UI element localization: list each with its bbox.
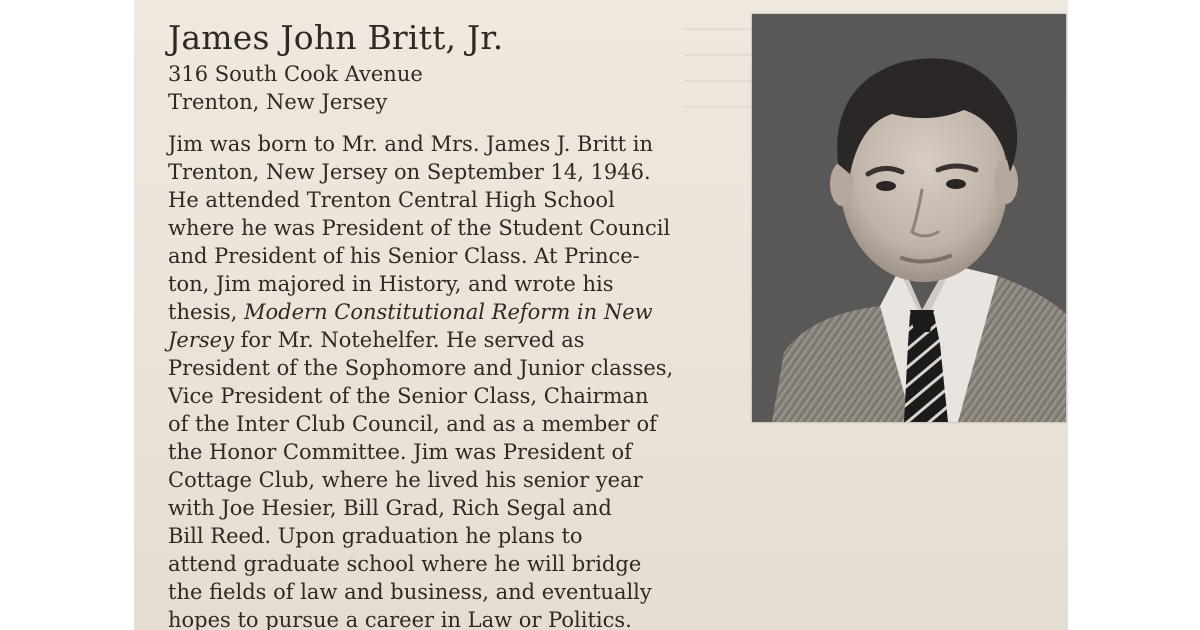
thesis-prefix: thesis,: [168, 300, 245, 324]
bio-line-last: hopes to pursue a career in Law or Politics.: [168, 608, 632, 630]
student-name: James John Britt, Jr.: [168, 18, 504, 57]
bio-line: Bill Reed. Upon graduation he plans to: [168, 524, 583, 548]
biography-text: [168, 130, 728, 630]
address-street: 316 South Cook Avenue: [168, 62, 423, 86]
bio-line: He attended Trenton Central High School: [168, 188, 615, 212]
bio-line: Jim was born to Mr. and Mrs. James J. Britt in: [168, 132, 654, 156]
biography-column: [168, 16, 728, 630]
portrait-photo: [752, 14, 1066, 422]
bio-line-thesis-end: [168, 326, 728, 354]
address-city: Trenton, New Jersey: [168, 90, 388, 114]
thesis-title-end: Jersey: [168, 328, 234, 352]
bio-line: Cottage Club, where he lived his senior year: [168, 468, 643, 492]
bio-line: attend graduate school where he will bridge: [168, 552, 642, 576]
thesis-suffix: for Mr. Notehelfer. He served as: [233, 328, 585, 352]
bio-line-thesis: [168, 298, 728, 326]
right-eye: [946, 179, 966, 189]
bio-line: Vice President of the Senior Class, Chairman: [168, 384, 649, 408]
tie-knot: [910, 310, 934, 332]
bio-line: President of the Sophomore and Junior classes,: [168, 356, 674, 380]
thesis-title: Modern Constitutional Reform in New: [244, 300, 653, 324]
bio-line: ton, Jim majored in History, and wrote his: [168, 272, 614, 296]
bio-line: where he was President of the Student Council: [168, 216, 671, 240]
left-eye: [876, 181, 896, 191]
portrait-illustration: [752, 14, 1066, 422]
bio-line: of the Inter Club Council, and as a member of: [168, 412, 657, 436]
bio-line: and President of his Senior Class. At Prince-: [168, 244, 640, 268]
bio-line: Trenton, New Jersey on September 14, 1946.: [168, 160, 651, 184]
bio-line: the fields of law and business, and eventually: [168, 580, 652, 604]
right-ear: [994, 160, 1018, 204]
yearbook-page: [134, 0, 1068, 630]
bio-line: with Joe Hesier, Bill Grad, Rich Segal and: [168, 496, 612, 520]
bio-line: the Honor Committee. Jim was President of: [168, 440, 632, 464]
